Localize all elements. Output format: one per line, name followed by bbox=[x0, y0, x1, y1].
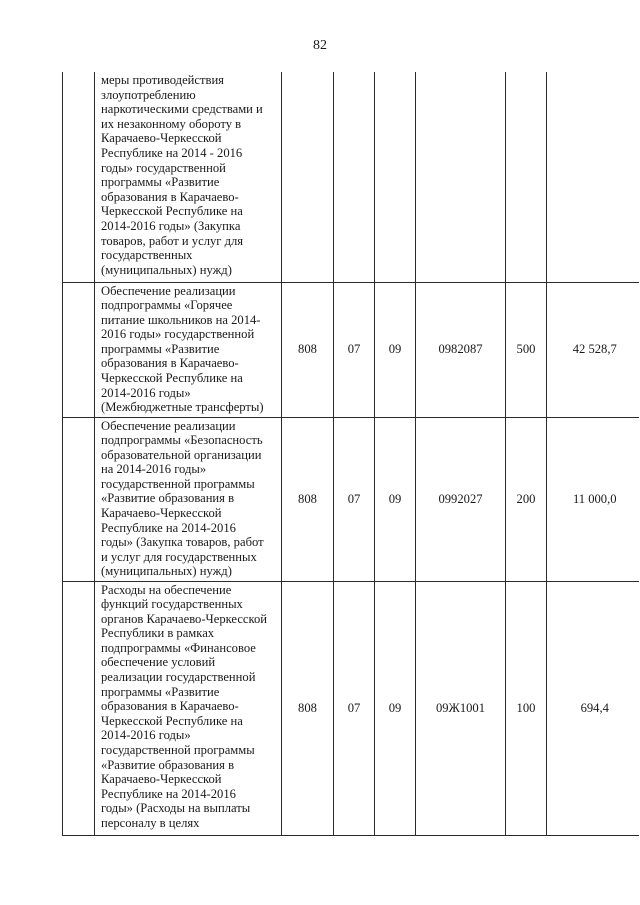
row-index-cell bbox=[63, 72, 95, 282]
section-cell: 07 bbox=[334, 282, 375, 417]
ministry-cell: 808 bbox=[282, 282, 334, 417]
amount-cell: 11 000,0 bbox=[547, 417, 639, 581]
row-index-cell bbox=[63, 581, 95, 835]
row-index-cell bbox=[63, 417, 95, 581]
table-row bbox=[63, 417, 639, 581]
subsection-cell: 09 bbox=[375, 282, 416, 417]
description-cell: Обеспечение реализации подпрограммы «Горячее питание школьников на 2014- 2016 годы» государственной программы «Развитие образования в Карачаево- Черкесской Республике на 2014-2016 годы» (Межбюджетные трансферты) bbox=[95, 282, 282, 417]
section-cell: 07 bbox=[334, 581, 375, 835]
row-index-cell bbox=[63, 282, 95, 417]
subsection-cell bbox=[375, 72, 416, 282]
target-article-cell: 0992027 bbox=[416, 417, 506, 581]
target-article-cell: 09Ж1001 bbox=[416, 581, 506, 835]
target-article-cell: 0982087 bbox=[416, 282, 506, 417]
expense-type-cell: 500 bbox=[506, 282, 547, 417]
subsection-cell: 09 bbox=[375, 581, 416, 835]
target-article-cell bbox=[416, 72, 506, 282]
ministry-cell bbox=[282, 72, 334, 282]
amount-cell bbox=[547, 72, 639, 282]
amount-cell: 42 528,7 bbox=[547, 282, 639, 417]
subsection-cell: 09 bbox=[375, 417, 416, 581]
ministry-cell: 808 bbox=[282, 581, 334, 835]
table-row bbox=[63, 282, 639, 417]
expense-type-cell: 200 bbox=[506, 417, 547, 581]
description-cell: Обеспечение реализации подпрограммы «Безопасность образовательной организации на 2014-2016 годы» государственной программы «Развитие образования в Карачаево-Черкесской Республике на 2014-2016 годы» (Закупка товаров, работ и услуг для государственных (муниципальных) нужд) bbox=[95, 417, 282, 581]
expense-type-cell: 100 bbox=[506, 581, 547, 835]
section-cell bbox=[334, 72, 375, 282]
amount-cell: 694,4 bbox=[547, 581, 639, 835]
table-row bbox=[63, 581, 639, 835]
description-cell: меры противодействия злоупотреблению наркотическими средствами и их незаконному обороту в Карачаево-Черкесской Республике на 2014 - 2016 годы» государственной программы «Развитие образования в Карачаево- Черкесской Республике на 2014-2016 годы» (Закупка товаров, работ и услуг для государственных (муниципальных) нужд) bbox=[95, 72, 282, 282]
ministry-cell: 808 bbox=[282, 417, 334, 581]
table-row bbox=[63, 72, 639, 282]
budget-table bbox=[62, 72, 639, 836]
page-number: 82 bbox=[313, 38, 327, 53]
description-cell: Расходы на обеспечение функций государственных органов Карачаево-Черкесской Республики в рамках подпрограммы «Финансовое обеспечение условий реализации государственной программы «Развитие образования в Карачаево- Черкесской Республике на 2014-2016 годы» государственной программы «Развитие образования в Карачаево-Черкесской Республике на 2014-2016 годы» (Расходы на выплаты персоналу в целях bbox=[95, 581, 282, 835]
expense-type-cell bbox=[506, 72, 547, 282]
section-cell: 07 bbox=[334, 417, 375, 581]
